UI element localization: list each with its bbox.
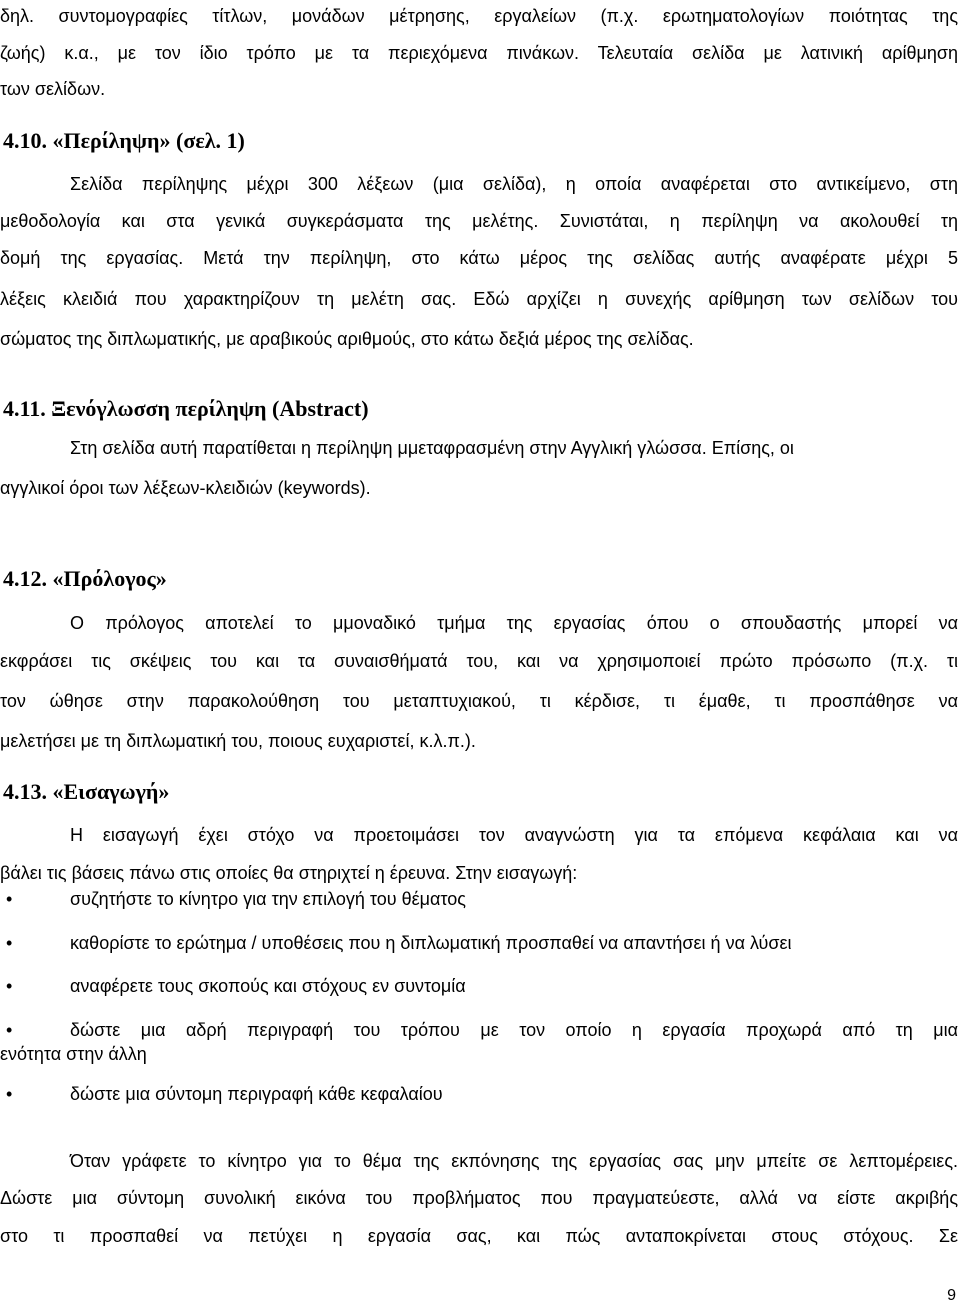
section-heading-4-11: 4.11. Ξενόγλωσση περίληψη (Abstract)	[3, 396, 369, 421]
bullet-marker: •	[6, 933, 13, 953]
bullet-marker: •	[6, 889, 13, 909]
bullet-item: δώστε μια αδρή περιγραφή του τρόπου με τον οποίο η εργασία προχωρά από τη μια	[70, 1020, 958, 1040]
bullet-item: αναφέρετε τους σκοπούς και στόχους εν συντομία	[70, 976, 466, 996]
section-heading-4-13: 4.13. «Εισαγωγή»	[3, 779, 170, 804]
paragraph-line: Σελίδα περίληψης μέχρι 300 λέξεων (μια σελίδα), η οποία αναφέρεται στο αντικείμενο, στη	[70, 174, 958, 194]
paragraph-line: δομή της εργασίας. Μετά την περίληψη, στο κάτω μέρος της σελίδας αυτής αναφέρατε μέχρι 5	[0, 248, 958, 268]
paragraph-line: αγγλικοί όροι των λέξεων-κλειδιών (keywords).	[0, 478, 371, 498]
paragraph-line: στο τι προσπαθεί να πετύχει η εργασία σας, και πώς ανταποκρίνεται στους στόχους. Σε	[0, 1226, 958, 1246]
paragraph-line: μελετήσει με τη διπλωματική του, ποιους ευχαριστεί, κ.λ.π.).	[0, 731, 476, 751]
section-heading-4-10: 4.10. «Περίληψη» (σελ. 1)	[3, 128, 245, 153]
intro-line-3: των σελίδων.	[0, 79, 106, 99]
intro-line-1: δηλ. συντομογραφίες τίτλων, μονάδων μέτρησης, εργαλείων (π.χ. ερωτηματολογίων ποιότητας της	[0, 6, 958, 26]
bullet-item: συζητήστε το κίνητρο για την επιλογή του θέματος	[70, 889, 466, 909]
page-number: 9	[947, 1287, 956, 1304]
bullet-marker: •	[6, 976, 13, 996]
intro-line-2: ζωής) κ.α., με τον ίδιο τρόπο με τα περιεχόμενα πινάκων. Τελευταία σελίδα με λατινική αρίθμηση	[0, 43, 958, 63]
bullet-item-continuation: ενότητα στην άλλη	[0, 1044, 147, 1064]
bullet-marker: •	[6, 1084, 13, 1104]
paragraph-line: τον ώθησε στην παρακολούθηση του μεταπτυχιακού, τι κέρδισε, τι έμαθε, τι προσπάθησε να	[0, 691, 958, 711]
paragraph-line: Στη σελίδα αυτή παρατίθεται η περίληψη μμεταφρασμένη στην Αγγλική γλώσσα. Επίσης, οι	[70, 438, 794, 458]
paragraph-line: Η εισαγωγή έχει στόχο να προετοιμάσει τον αναγνώστη για τα επόμενα κεφάλαια και να	[70, 825, 958, 845]
bullet-item: δώστε μια σύντομη περιγραφή κάθε κεφαλαίου	[70, 1084, 443, 1104]
paragraph-line: μεθοδολογία και στα γενικά συγκεράσματα της μελέτης. Συνιστάται, η περίληψη να ακολουθεί τη	[0, 211, 958, 231]
paragraph-line: Ο πρόλογος αποτελεί το μμοναδικό τμήμα της εργασίας όπου ο σπουδαστής μπορεί να	[70, 613, 958, 633]
paragraph-line: Όταν γράφετε το κίνητρο για το θέμα της εκπόνησης της εργασίας σας μην μπείτε σε λεπτομέρειες.	[70, 1151, 958, 1171]
paragraph-line: Δώστε μια σύντομη συνολική εικόνα του προβλήματος που πραγματεύεστε, αλλά να είστε ακριβής	[0, 1188, 958, 1208]
paragraph-line: βάλει τις βάσεις πάνω στις οποίες θα στηριχτεί η έρευνα. Στην εισαγωγή:	[0, 863, 578, 883]
paragraph-line: σώματος της διπλωματικής, με αραβικούς αριθμούς, στο κάτω δεξιά μέρος της σελίδας.	[0, 329, 694, 349]
bullet-marker: •	[6, 1020, 13, 1040]
paragraph-line: λέξεις κλειδιά που χαρακτηρίζουν τη μελέτη σας. Εδώ αρχίζει η συνεχής αρίθμηση των σελίδων του	[0, 289, 958, 309]
paragraph-line: εκφράσει τις σκέψεις του και τα συναισθήματά του, και να χρησιμοποιεί πρώτο πρόσωπο (π.χ. τι	[0, 651, 958, 671]
section-heading-4-12: 4.12. «Πρόλογος»	[3, 566, 167, 591]
bullet-item: καθορίστε το ερώτημα / υποθέσεις που η διπλωματική προσπαθεί να απαντήσει ή να λύσει	[70, 933, 792, 953]
